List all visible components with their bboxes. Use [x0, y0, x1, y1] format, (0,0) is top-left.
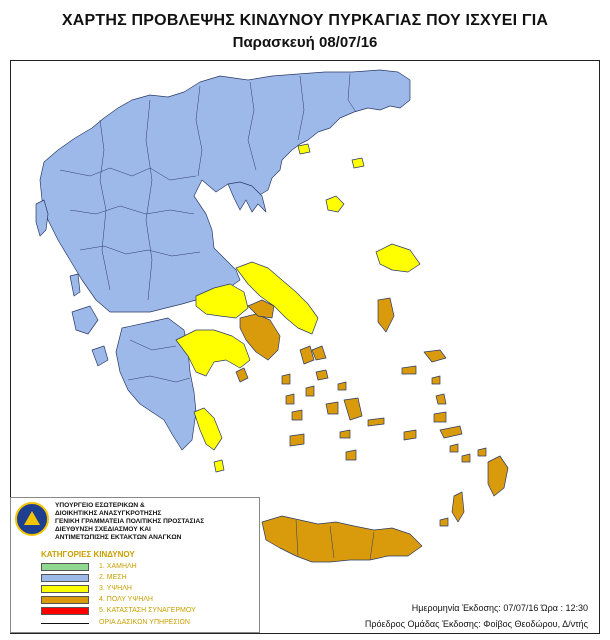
- region-skyros: [312, 346, 326, 360]
- legend-label: 5. ΚΑΤΑΣΤΑΣΗ ΣΥΝΑΓΕΡΜΟΥ: [99, 607, 196, 614]
- region-kasos: [440, 518, 448, 526]
- region-mykonos: [338, 382, 346, 390]
- issuing-group-chair: Πρόεδρος Ομάδας Έκδοσης: Φοίβος Θεοδώρου, Δ/ντής: [364, 619, 588, 629]
- region-rhodes: [488, 456, 508, 496]
- region-kalymnos: [434, 412, 446, 422]
- legend-swatch: [41, 607, 89, 615]
- legend-swatch: [41, 563, 89, 571]
- legend-label: 4. ΠΟΛΥ ΥΨΗΛΗ: [99, 596, 153, 603]
- region-symi: [478, 448, 486, 456]
- region-limnos: [326, 196, 344, 212]
- legend-category-high: [41, 585, 231, 594]
- border-line-sample: [41, 623, 89, 624]
- legend-box: [10, 497, 260, 633]
- map-date: Παρασκευή 08/07/16: [232, 34, 378, 51]
- legend-category-low: [41, 563, 231, 572]
- region-milos: [290, 434, 304, 446]
- region-laconia: [194, 408, 222, 450]
- region-andros: [300, 346, 314, 364]
- region-lefkada: [70, 274, 80, 296]
- issue-datetime: Ημερομηνία Έκδοσης: 07/07/16 Ώρα : 12:30: [411, 603, 588, 613]
- ministry-line: ΓΕΝΙΚΗ ΓΡΑΜΜΑΤΕΙΑ ΠΟΛΙΤΙΚΗΣ ΠΡΟΣΤΑΣΙΑΣ: [55, 518, 205, 525]
- region-ios: [340, 430, 350, 438]
- region-lesvos: [376, 244, 420, 272]
- legend-swatch: [41, 585, 89, 593]
- region-samothraki: [352, 158, 364, 168]
- legend-border-key: [41, 619, 251, 629]
- legend-category-alarm: [41, 607, 231, 616]
- region-tilos: [462, 454, 470, 462]
- ministry-line: ΑΝΤΙΜΕΤΩΠΙΣΗΣ ΕΚΤΑΚΤΩΝ ΑΝΑΓΚΩΝ: [55, 534, 182, 541]
- legend-category-very-high: [41, 596, 231, 605]
- region-leros: [436, 394, 446, 404]
- border-label: ΟΡΙΑ ΔΑΣΙΚΩΝ ΥΠΗΡΕΣΙΩΝ: [99, 619, 190, 626]
- region-kos: [440, 426, 462, 438]
- region-santorini: [346, 450, 356, 460]
- region-karpathos: [452, 492, 464, 522]
- legend-swatch: [41, 596, 89, 604]
- region-samos: [424, 350, 446, 362]
- legend-label: 3. ΥΨΗΛΗ: [99, 585, 132, 592]
- region-ikaria: [402, 366, 416, 374]
- region-mainland-north: [40, 70, 410, 312]
- region-serifos: [292, 410, 302, 420]
- region-thasos: [298, 144, 310, 154]
- region-saronic: [236, 368, 248, 382]
- civil-protection-logo: [15, 502, 49, 536]
- legend-category-medium: [41, 574, 231, 583]
- region-kythira: [214, 460, 224, 472]
- ministry-line: ΔΙΟΙΚΗΤΙΚΗΣ ΑΝΑΣΥΓΚΡΟΤΗΣΗΣ: [55, 510, 162, 517]
- legend-label: 1. ΧΑΜΗΛΗ: [99, 563, 137, 570]
- region-chios: [378, 298, 394, 332]
- region-kefalonia: [72, 306, 98, 334]
- categories-title: ΚΑΤΗΓΟΡΙΕΣ ΚΙΝΔΥΝΟΥ: [41, 550, 135, 559]
- map-title: ΧΑΡΤΗΣ ΠΡΟΒΛΕΨΗΣ ΚΙΝΔΥΝΟΥ ΠΥΡΚΑΓΙΑΣ ΠΟΥ ΙΣΧΥΕΙ ΓΙΑ: [61, 12, 549, 29]
- ministry-info: [55, 502, 259, 542]
- region-crete: [262, 516, 422, 562]
- region-patmos: [432, 376, 440, 384]
- region-kea: [282, 374, 290, 384]
- region-tinos: [316, 370, 328, 380]
- legend-swatch: [41, 574, 89, 582]
- region-astypalaia: [404, 430, 416, 440]
- region-kythnos: [286, 394, 294, 404]
- region-syros: [306, 386, 314, 396]
- ministry-line: ΥΠΟΥΡΓΕΙΟ ΕΣΩΤΕΡΙΚΩΝ &: [55, 502, 145, 509]
- ministry-line: ΔΙΕΥΘΥΝΣΗ ΣΧΕΔΙΑΣΜΟΥ ΚΑΙ: [55, 526, 151, 533]
- region-nisyros: [450, 444, 458, 452]
- region-amorgos: [368, 418, 384, 426]
- legend-label: 2. ΜΕΣΗ: [99, 574, 127, 581]
- region-zakynthos: [92, 346, 108, 366]
- region-paros: [326, 402, 338, 414]
- region-naxos: [344, 398, 362, 420]
